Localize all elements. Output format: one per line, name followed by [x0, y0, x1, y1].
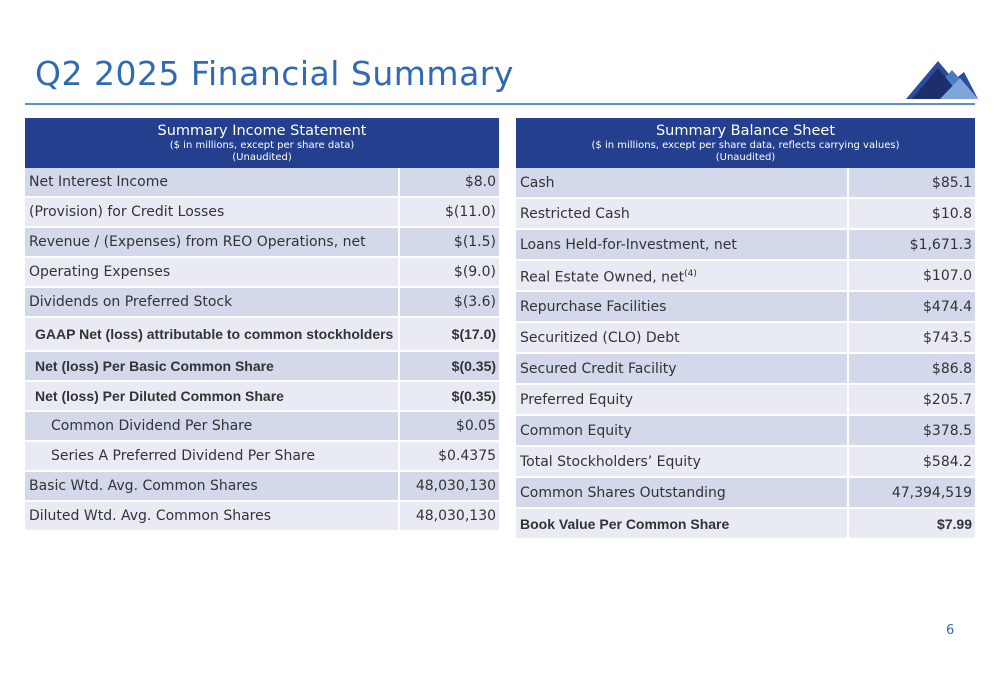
row-value: $86.8 — [848, 353, 975, 384]
row-value: $584.2 — [848, 446, 975, 477]
row-value: $474.4 — [848, 291, 975, 322]
table-row — [25, 317, 499, 351]
row-label: Repurchase Facilities — [516, 291, 848, 322]
balance-header — [516, 118, 975, 168]
table-row — [516, 353, 975, 384]
table-row — [516, 229, 975, 260]
row-label: GAAP Net (loss) attributable to common stockholders — [25, 317, 399, 351]
row-value: $85.1 — [848, 168, 975, 198]
income-header-subtitle: ($ in millions, except per share data) — [169, 139, 355, 151]
table-row — [516, 384, 975, 415]
row-value: 48,030,130 — [399, 471, 499, 501]
row-value: 47,394,519 — [848, 477, 975, 508]
row-value: $378.5 — [848, 415, 975, 446]
row-label: Revenue / (Expenses) from REO Operations, net — [25, 227, 399, 257]
footnote-marker: (4) — [684, 268, 697, 279]
balance-header-unaudited: (Unaudited) — [715, 151, 776, 163]
row-value: 48,030,130 — [399, 501, 499, 531]
income-header-title: Summary Income Statement — [157, 122, 367, 139]
table-row — [516, 260, 975, 291]
row-value: $0.05 — [399, 411, 499, 441]
table-row — [25, 227, 499, 257]
table-row — [25, 441, 499, 471]
page-number: 6 — [946, 623, 955, 638]
row-value: $7.99 — [848, 508, 975, 539]
row-value: $(0.35) — [399, 351, 499, 381]
row-label: Diluted Wtd. Avg. Common Shares — [25, 501, 399, 531]
row-label: Basic Wtd. Avg. Common Shares — [25, 471, 399, 501]
table-row — [516, 291, 975, 322]
row-value: $0.4375 — [399, 441, 499, 471]
table-row — [25, 257, 499, 287]
row-value: $10.8 — [848, 198, 975, 229]
table-row — [25, 411, 499, 441]
row-label: Securitized (CLO) Debt — [516, 322, 848, 353]
income-statement-table — [25, 118, 499, 532]
row-label — [516, 260, 848, 291]
table-row — [25, 197, 499, 227]
row-label: Common Dividend Per Share — [25, 411, 399, 441]
row-label: Common Equity — [516, 415, 848, 446]
row-value: $1,671.3 — [848, 229, 975, 260]
row-label: Restricted Cash — [516, 198, 848, 229]
row-label: Preferred Equity — [516, 384, 848, 415]
table-row — [516, 198, 975, 229]
income-header — [25, 118, 499, 168]
row-value: $(9.0) — [399, 257, 499, 287]
title-divider — [25, 103, 975, 105]
row-label: Dividends on Preferred Stock — [25, 287, 399, 317]
row-label: Common Shares Outstanding — [516, 477, 848, 508]
row-value: $(1.5) — [399, 227, 499, 257]
row-value: $743.5 — [848, 322, 975, 353]
row-value: $(0.35) — [399, 381, 499, 411]
table-row — [516, 477, 975, 508]
row-label: Series A Preferred Dividend Per Share — [25, 441, 399, 471]
row-label: Operating Expenses — [25, 257, 399, 287]
table-row — [516, 168, 975, 198]
table-row — [516, 508, 975, 539]
row-value: $205.7 — [848, 384, 975, 415]
row-value: $(17.0) — [399, 317, 499, 351]
row-label: Cash — [516, 168, 848, 198]
row-label: Net (loss) Per Diluted Common Share — [25, 381, 399, 411]
mountain-logo-icon — [906, 58, 978, 100]
row-value: $107.0 — [848, 260, 975, 291]
row-label: Net (loss) Per Basic Common Share — [25, 351, 399, 381]
row-label: (Provision) for Credit Losses — [25, 197, 399, 227]
row-label: Loans Held-for-Investment, net — [516, 229, 848, 260]
table-row — [516, 446, 975, 477]
row-value: $(11.0) — [399, 197, 499, 227]
table-row — [25, 168, 499, 197]
table-row — [25, 471, 499, 501]
income-header-unaudited: (Unaudited) — [232, 151, 292, 163]
row-label: Net Interest Income — [25, 168, 399, 197]
balance-header-subtitle: ($ in millions, except per share data, reflects carrying values) — [591, 139, 900, 151]
row-value: $(3.6) — [399, 287, 499, 317]
row-label: Secured Credit Facility — [516, 353, 848, 384]
table-row — [25, 381, 499, 411]
row-label: Total Stockholders’ Equity — [516, 446, 848, 477]
table-row — [25, 501, 499, 531]
balance-header-title: Summary Balance Sheet — [655, 122, 836, 139]
page-title: Q2 2025 Financial Summary — [35, 54, 514, 93]
table-row — [25, 287, 499, 317]
row-label-text: Real Estate Owned, net — [520, 269, 685, 286]
row-value: $8.0 — [399, 168, 499, 197]
balance-sheet-table — [516, 118, 975, 540]
table-row — [516, 415, 975, 446]
row-label: Book Value Per Common Share — [516, 508, 848, 539]
table-row — [25, 351, 499, 381]
table-row — [516, 322, 975, 353]
